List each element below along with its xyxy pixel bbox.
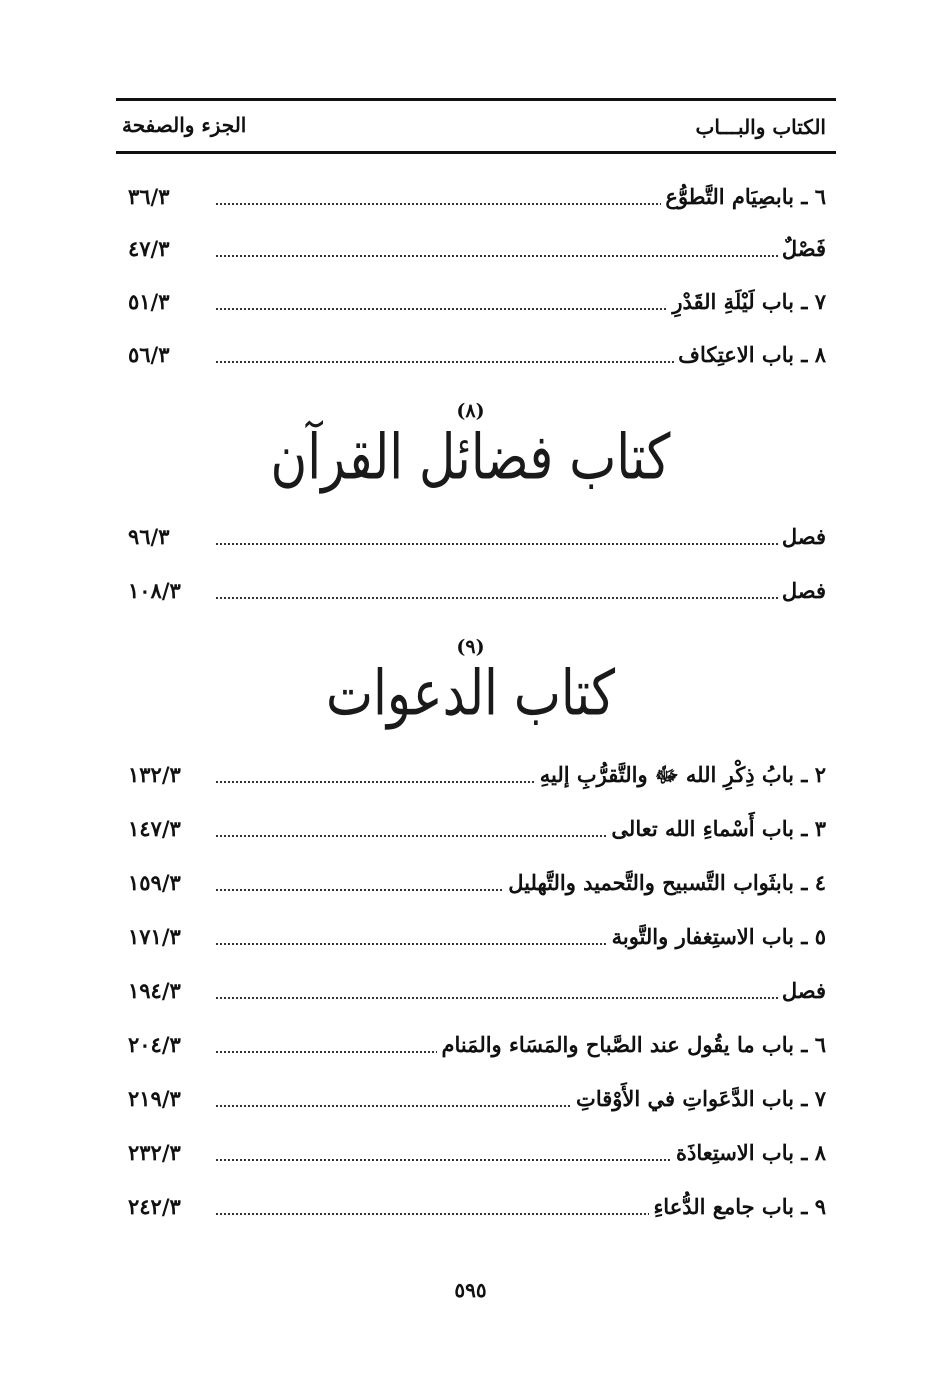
toc-title: ٦ ـ باب ما يقُول عند الصَّباح والمَسَاء والمَنام [437, 1032, 826, 1057]
toc-row[interactable] [116, 924, 826, 958]
toc-row[interactable] [116, 342, 826, 376]
header-page-column: الجزء والصفحة [122, 113, 247, 137]
toc-page-ref: ١٩٤/٣ [128, 978, 181, 1003]
toc-title: ٧ ـ باب لَيْلَةِ القَدْرِ [668, 289, 826, 314]
toc-row[interactable] [116, 762, 826, 796]
toc-page-ref: ١٣٢/٣ [128, 762, 181, 787]
dot-leader [216, 255, 826, 257]
toc-title: ٩ ـ باب جامع الدُّعاءِ [649, 1194, 826, 1219]
toc-title: ٨ ـ باب الاعتِكاف [674, 342, 826, 367]
toc-page-ref: ١٥٩/٣ [128, 870, 181, 895]
toc-title: ٨ ـ باب الاستِعاذَة [672, 1140, 826, 1165]
dot-leader [216, 543, 826, 545]
toc-page-ref: ٢٠٤/٣ [128, 1032, 181, 1057]
header-chapter-column: الكتاب والبـــاب [695, 115, 826, 139]
toc-page-ref: ١٤٧/٣ [128, 816, 181, 841]
toc-page-ref: ٤٧/٣ [128, 236, 170, 261]
toc-row[interactable] [116, 184, 826, 218]
book-number: (٩) [456, 636, 485, 658]
toc-row[interactable] [116, 578, 826, 612]
toc-row[interactable] [116, 289, 826, 323]
toc-row[interactable] [116, 236, 826, 270]
toc-row[interactable] [116, 978, 826, 1012]
toc-title: ٢ ـ بابُ ذِكْرِ الله ﷻ والتَّقرُّبِ إليهِ [536, 762, 826, 793]
toc-title: ٥ ـ باب الاستِغفار والتَّوبة [608, 924, 826, 949]
toc-title: ٤ ـ بابثَواب التَّسبيح والتَّحميد والتَّهليل [504, 870, 826, 895]
dot-leader [216, 997, 826, 999]
toc-title: فصل [778, 524, 826, 549]
toc-title: فصل [778, 978, 826, 1003]
toc-row[interactable] [116, 1194, 826, 1228]
book-title-calligraphy: كتاب فضائل القرآن [270, 420, 671, 494]
book-title-calligraphy: كتاب الدعوات [325, 656, 616, 730]
toc-title: ٣ ـ باب أَسْماءِ الله تعالى [607, 816, 826, 841]
toc-row[interactable] [116, 1140, 826, 1174]
toc-row[interactable] [116, 870, 826, 904]
toc-row[interactable] [116, 1032, 826, 1066]
table-header [116, 98, 836, 154]
toc-page-ref: ٢٤٢/٣ [128, 1194, 181, 1219]
toc-page-ref: ٩٦/٣ [128, 524, 170, 549]
toc-page-ref: ٢١٩/٣ [128, 1086, 181, 1111]
dot-leader [216, 597, 826, 599]
toc-row[interactable] [116, 1086, 826, 1120]
toc-row[interactable] [116, 524, 826, 558]
book-number: (٨) [456, 400, 485, 422]
toc-page-ref: ٢٣٢/٣ [128, 1140, 181, 1165]
toc-row[interactable] [116, 816, 826, 850]
toc-title: فَصْلٌ [778, 236, 826, 261]
toc-title: ٦ ـ بابصِيَام التَّطوُّع [661, 184, 826, 209]
toc-title: فصل [778, 578, 826, 603]
toc-page-ref: ١٠٨/٣ [128, 578, 181, 603]
toc-page-ref: ١٧١/٣ [128, 924, 181, 949]
toc-title: ٧ ـ باب الدَّعَواتِ في الأَوْقاتِ [572, 1086, 826, 1111]
page-number: ٥٩٥ [454, 1278, 487, 1302]
toc-page-ref: ٥٦/٣ [128, 342, 170, 367]
toc-page-ref: ٥١/٣ [128, 289, 170, 314]
toc-page-ref: ٣٦/٣ [128, 184, 170, 209]
